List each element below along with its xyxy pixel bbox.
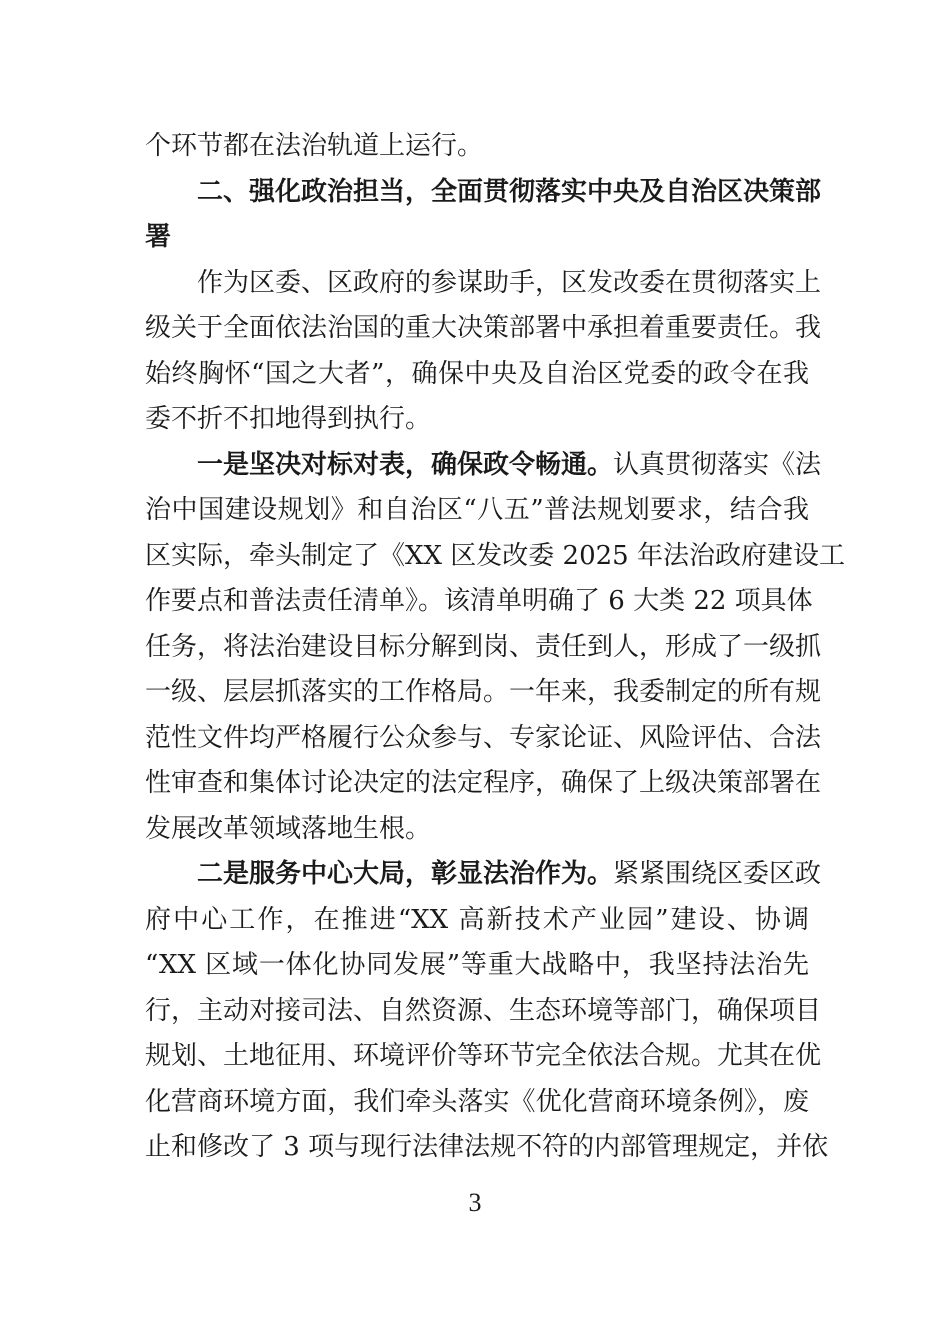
point-one-lead: 一是坚决对标对表，确保政令畅通。 bbox=[197, 449, 614, 480]
page-number: 3 bbox=[468, 1188, 482, 1217]
point-two-line: 行，主动对接司法、自然资源、生态环境等部门，确保项目 bbox=[145, 995, 822, 1026]
point-two-line: 化营商环境方面，我们牵头落实《优化营商环境条例》，废 bbox=[145, 1086, 809, 1117]
point-one-line: 任务，将法治建设目标分解到岗、责任到人，形成了一级抓 bbox=[145, 631, 822, 662]
point-one-line: 范性文件均严格履行公众参与、专家论证、风险评估、合法 bbox=[145, 722, 822, 753]
point-two-line: 规划、土地征用、环境评价等环节完全依法合规。尤其在优 bbox=[145, 1041, 822, 1071]
section-heading-line: 署 bbox=[145, 222, 172, 252]
intro-paragraph-line: 委不折不扣地得到执行。 bbox=[145, 404, 432, 434]
intro-paragraph-line: 作为区委、区政府的参谋助手，区发改委在贯彻落实上 bbox=[197, 267, 822, 298]
point-two-lead: 二是服务中心大局，彰显法治作为。 bbox=[197, 859, 614, 889]
point-one-line: 性审查和集体讨论决定的法定程序，确保了上级决策部署在 bbox=[145, 768, 822, 798]
section-heading-line: 二、强化政治担当，全面贯彻落实中央及自治区决策部 bbox=[197, 176, 822, 207]
point-two-line: 府中心工作，在推进“XX 高新技术产业园”建设、协调 bbox=[145, 904, 809, 935]
point-two-line: 止和修改了 3 项与现行法律法规不符的内部管理规定，并依 bbox=[145, 1132, 829, 1162]
point-two-first-line bbox=[145, 852, 822, 898]
point-one-line: 区实际，牵头制定了《XX 区发改委 2025 年法治政府建设工 bbox=[145, 540, 845, 571]
document-page bbox=[145, 124, 845, 1171]
intro-paragraph-line: 始终胸怀“国之大者”，确保中央及自治区党委的政令在我 bbox=[145, 358, 809, 389]
point-one-line: 治中国建设规划》和自治区“八五”普法规划要求，结合我 bbox=[145, 495, 809, 525]
point-two-line: “XX 区域一体化协同发展”等重大战略中，我坚持法治先 bbox=[145, 950, 809, 980]
point-one-first-line bbox=[145, 443, 822, 489]
carry-over-line: 个环节都在法治轨道上运行。 bbox=[145, 131, 484, 161]
point-one-line: 一级、层层抓落实的工作格局。一年来，我委制定的所有规 bbox=[145, 677, 822, 707]
point-one-first-line-text: 认真贯彻落实《法 bbox=[613, 449, 822, 480]
point-two-first-line-text: 紧紧围绕区委区政 bbox=[613, 859, 822, 889]
intro-paragraph-line: 级关于全面依法治国的重大决策部署中承担着重要责任。我 bbox=[145, 313, 822, 343]
point-one-line: 发展改革领域落地生根。 bbox=[145, 813, 432, 844]
point-one-line: 作要点和普法责任清单》。该清单明确了 6 大类 22 项具体 bbox=[145, 586, 813, 616]
